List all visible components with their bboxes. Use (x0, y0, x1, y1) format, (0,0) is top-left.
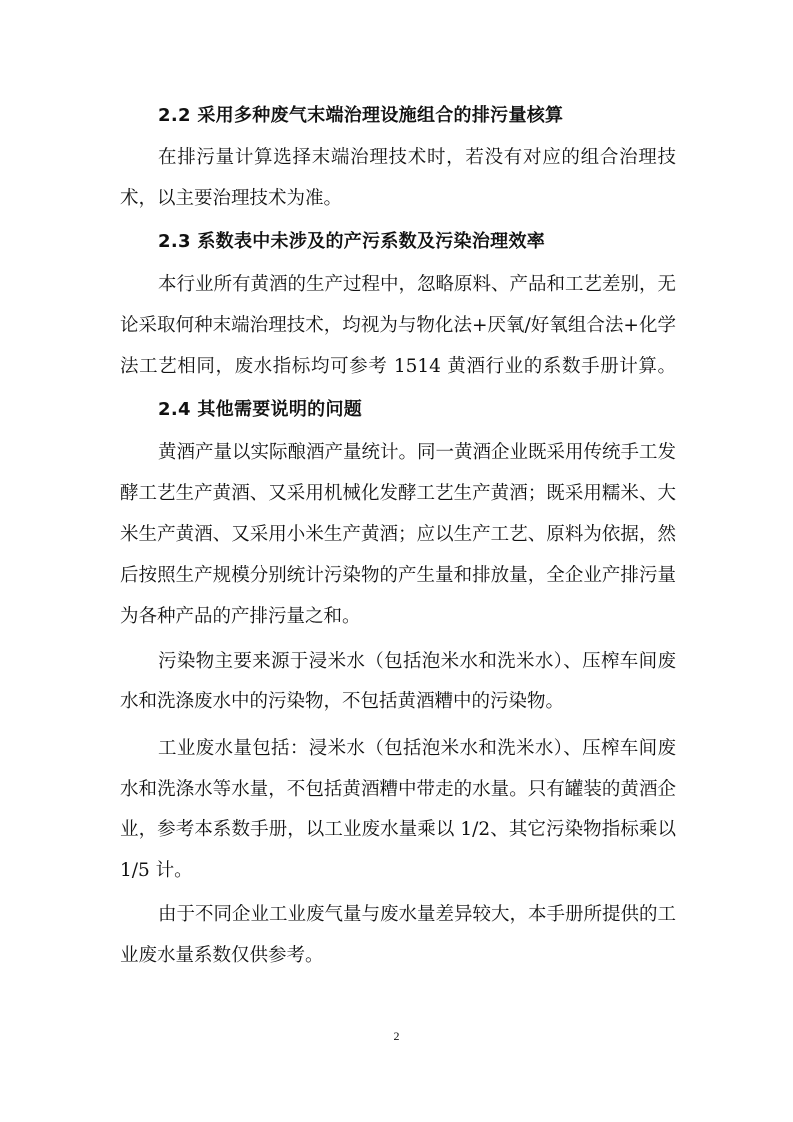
section-heading-2-4: 2.4 其他需要说明的问题 (158, 399, 363, 420)
paragraph-line: 污染物主要来源于浸米水（包括泡米水和洗米水）、压榨车间废 (158, 651, 676, 672)
paragraph-line: 工业废水量包括：浸米水（包括泡米水和洗米水）、压榨车间废 (158, 738, 676, 759)
section-heading-2-3: 2.3 系数表中未涉及的产污系数及污染治理效率 (158, 231, 546, 252)
paragraph-line: 术，以主要治理技术为准。 (120, 188, 343, 209)
paragraph-line: 米生产黄酒、又采用小米生产黄酒；应以生产工艺、原料为依据，然 (120, 524, 676, 545)
section-heading-2-2: 2.2 采用多种废气末端治理设施组合的排污量核算 (158, 105, 564, 126)
paragraph-line: 业，参考本系数手册，以工业废水量乘以 1/2、其它污染物指标乘以 (120, 819, 676, 840)
paragraph-line: 在排污量计算选择末端治理技术时，若没有对应的组合治理技 (158, 147, 676, 168)
paragraph-line: 酵工艺生产黄酒、又采用机械化发酵工艺生产黄酒；既采用糯米、大 (120, 483, 676, 504)
paragraph-line: 为各种产品的产排污量之和。 (120, 606, 361, 627)
paragraph-line: 法工艺相同，废水指标均可参考 1514 黄酒行业的系数手册计算。 (120, 356, 676, 377)
paragraph-line: 本行业所有黄酒的生产过程中，忽略原料、产品和工艺差别，无 (158, 274, 676, 295)
paragraph-line: 业废水量系数仅供参考。 (120, 945, 324, 966)
paragraph-line: 由于不同企业工业废气量与废水量差异较大，本手册所提供的工 (158, 904, 676, 925)
paragraph-line: 水和洗涤废水中的污染物，不包括黄酒糟中的污染物。 (120, 691, 565, 712)
paragraph-line: 1/5 计。 (120, 860, 193, 881)
paragraph-line: 黄酒产量以实际酿酒产量统计。同一黄酒企业既采用传统手工发 (158, 442, 676, 463)
paragraph-line: 后按照生产规模分别统计污染物的产生量和排放量，全企业产排污量 (120, 565, 676, 586)
paragraph-line: 论采取何种末端治理技术，均视为与物化法+厌氧/好氧组合法+化学 (120, 315, 676, 336)
page-number: 2 (393, 1029, 400, 1043)
paragraph-line: 水和洗涤水等水量，不包括黄酒糟中带走的水量。只有罐装的黄酒企 (120, 779, 676, 800)
